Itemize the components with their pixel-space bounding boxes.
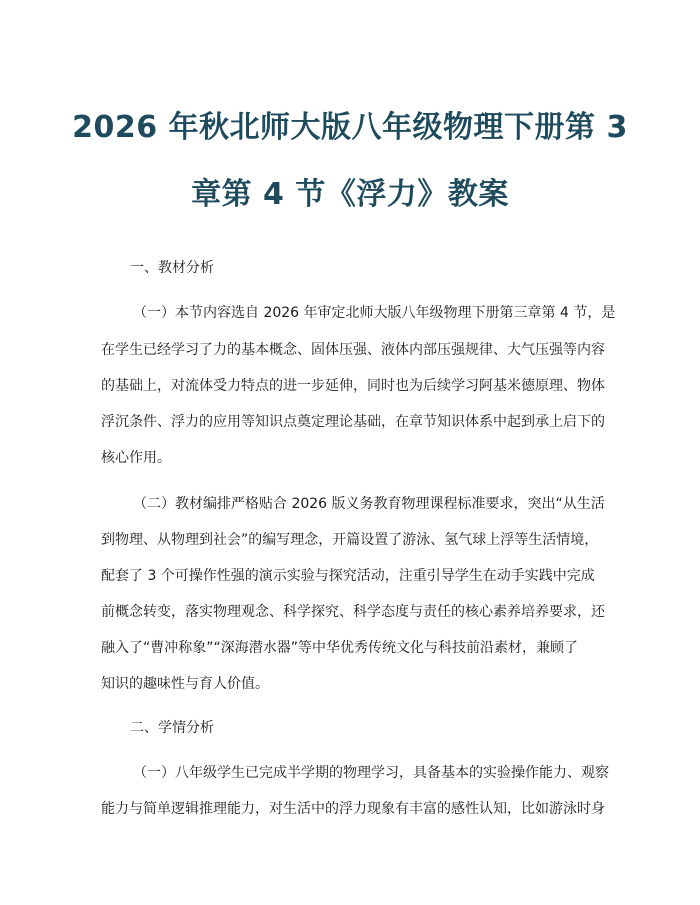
document-title-line-1: 2026 年秋北师大版八年级物理下册第 3 bbox=[72, 110, 628, 145]
paragraph-line: 知识的趣味性与育人价值。 bbox=[101, 676, 269, 692]
paragraph-line: 融入了“曹冲称象”“深海潜水器”等中华优秀传统文化与科技前沿素材，兼顾了 bbox=[101, 640, 579, 656]
paragraph-line: 到物理、从物理到社会”的编写理念，开篇设置了游泳、氢气球上浮等生活情境， bbox=[101, 532, 599, 548]
section-heading-student-analysis: 二、学情分析 bbox=[130, 720, 214, 736]
paragraph-line: （一）八年级学生已完成半学期的物理学习，具备基本的实验操作能力、观察 bbox=[133, 765, 609, 781]
document-title-line-2: 章第 4 节《浮力》教案 bbox=[191, 177, 509, 212]
paragraph-line: 核心作用。 bbox=[101, 450, 171, 466]
paragraph-line: （二）教材编排严格贴合 2026 版义务教育物理课程标准要求，突出“从生活 bbox=[133, 496, 605, 512]
paragraph-line: （一）本节内容选自 2026 年审定北师大版八年级物理下册第三章第 4 节，是 bbox=[133, 305, 616, 321]
paragraph-line: 浮沉条件、浮力的应用等知识点奠定理论基础，在章节知识体系中起到承上启下的 bbox=[101, 414, 605, 430]
paragraph-line: 在学生已经学习了力的基本概念、固体压强、液体内部压强规律、大气压强等内容 bbox=[101, 342, 605, 358]
paragraph-line: 能力与简单逻辑推理能力，对生活中的浮力现象有丰富的感性认知，比如游泳时身 bbox=[101, 801, 605, 817]
paragraph-line: 配套了 3 个可操作性强的演示实验与探究活动，注重引导学生在动手实践中完成 bbox=[101, 568, 595, 584]
section-heading-textbook-analysis: 一、教材分析 bbox=[130, 260, 214, 276]
paragraph-line: 的基础上，对流体受力特点的进一步延伸，同时也为后续学习阿基米德原理、物体 bbox=[101, 378, 605, 394]
paragraph-line: 前概念转变，落实物理观念、科学探究、科学态度与责任的核心素养培养要求，还 bbox=[101, 604, 605, 620]
